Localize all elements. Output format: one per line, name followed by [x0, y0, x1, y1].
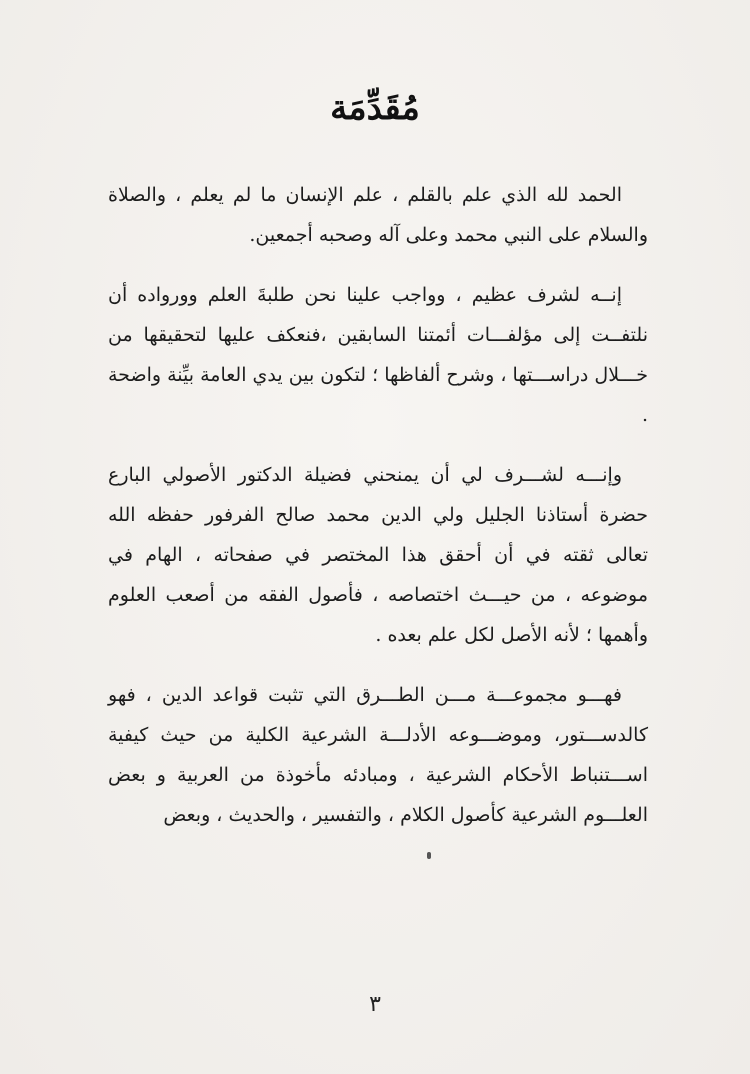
paragraph: فهـــو مجموعـــة مـــن الطـــرق التي تثبت قواعد الدين ، فهو كالدســـتور، وموضـــوعه الأدلـــة الشرعية الكلية من حيث كيفية اســـتنباط الأحكام الشرعية ، ومبادئه مأخوذة من العربية و بعض العلـــوم الشرعية كأصول الكلام ، والتفسير ، والحديث ، وبعض — [108, 684, 648, 826]
page-title: مُقَدِّمَة — [330, 88, 420, 128]
page-number: ٣ — [369, 992, 381, 1017]
ink-dot — [427, 852, 431, 859]
body-text — [108, 175, 648, 855]
paragraph: وإنـــه لشـــرف لي أن يمنحني فضيلة الدكتور الأصولي البارع حضرة أستاذنا الجليل ولي الدين محمد صالح الفرفور حفظه الله تعالى ثقته في أن أحقق هذا المختصر في صفحاته ، الهام في موضوعه ، من حيـــث اختصاصه ، فأصول الفقه من أصعب العلوم وأهمها ؛ لأنه الأصل لكل علم بعده . — [108, 464, 648, 646]
paragraph: الحمد لله الذي علم بالقلم ، علم الإنسان ما لم يعلم ، والصلاة والسلام على النبي محمد وعلى آله وصحبه أجمعين. — [108, 184, 648, 246]
paragraph: إنــه لشرف عظيم ، وواجب علينا نحن طلبةَ العلم وورواده أن نلتفــت إلى مؤلفـــات أئمتنا السابقين ،فنعكف عليها لتحقيقها من خـــلال دراســـتها ، وشرح ألفاظها ؛ لتكون بين يدي العامة بيِّنة واضحة . — [108, 284, 648, 426]
